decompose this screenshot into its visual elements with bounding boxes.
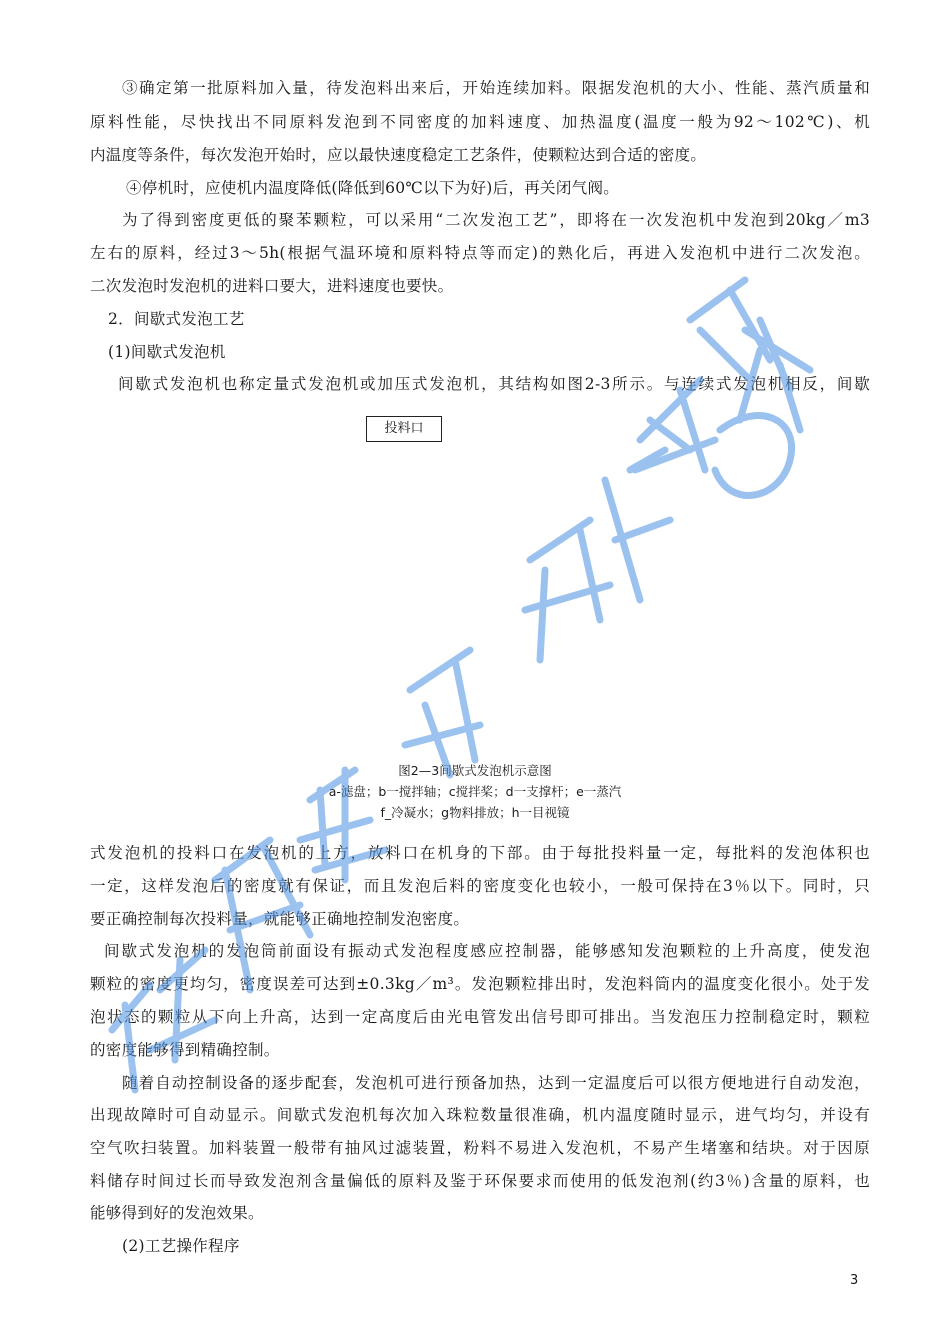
paragraph-5-line: 一定，这样发泡后的密度就有保证，而且发泡后料的密度变化也较小，一般可保持在3％以下。同时，只 bbox=[90, 877, 870, 895]
paragraph-5-line: 要正确控制每次投料量，就能够正确地控制发泡密度。 bbox=[90, 910, 470, 928]
figure-caption-legend: a-滤盘；b一搅拌轴；c搅拌桨；d一支撑杆；e一蒸汽 bbox=[328, 784, 622, 799]
paragraph-7-line: 空气吹扫装置。加料装置一般带有抽风过滤装置，粉料不易进入发泡机，不易产生堵塞和结块。对于因原 bbox=[90, 1139, 870, 1157]
subsection-heading: (1)间歇式发泡机 bbox=[108, 343, 226, 361]
subsection-heading: (2)工艺操作程序 bbox=[122, 1237, 240, 1255]
page-number: 3 bbox=[850, 1273, 859, 1288]
paragraph-3-line: 左右的原料，经过3～5h(根据气温环境和原料特点等而定)的熟化后，再进入发泡机中进行二次发泡。 bbox=[90, 244, 870, 262]
paragraph-2-line: ④停机时，应使机内温度降低(降低到60℃以下为好)后，再关闭气阀。 bbox=[126, 179, 620, 197]
paragraph-6-line: 间歇式发泡机的发泡筒前面设有振动式发泡程度感应控制器，能够感知发泡颗粒的上升高度，使发泡 bbox=[104, 942, 870, 960]
figure-caption-legend: f_冷凝水；g物料排放；h一目视镜 bbox=[380, 805, 570, 820]
paragraph-4-line: 间歇式发泡机也称定量式发泡机或加压式发泡机，其结构如图2-3所示。与连续式发泡机相反，间歇 bbox=[118, 375, 870, 393]
paragraph-6-line: 颗粒的密度更均匀，密度误差可达到±0.3kg／m³。发泡颗粒排出时，发泡料筒内的温度变化很小。处于发 bbox=[90, 975, 870, 993]
paragraph-1-line: 原料性能，尽快找出不同原料发泡到不同密度的加料速度、加热温度(温度一般为92～102℃)、机 bbox=[90, 113, 870, 131]
paragraph-3-line: 为了得到密度更低的聚苯颗粒，可以采用“二次发泡工艺”，即将在一次发泡机中发泡到20kg／m3 bbox=[122, 211, 870, 229]
figure-caption-title: 图2—3间歇式发泡机示意图 bbox=[398, 763, 552, 778]
paragraph-6-line: 泡状态的颗粒从下向上升高，达到一定高度后由光电管发出信号即可排出。当发泡压力控制稳定时，颗粒 bbox=[90, 1008, 870, 1026]
paragraph-6-line: 的密度能够得到精确控制。 bbox=[90, 1041, 280, 1059]
paragraph-7-line: 料储存时间过长而导致发泡剂含量偏低的原料及鉴于环保要求而使用的低发泡剂(约3％)含量的原料，也 bbox=[90, 1172, 870, 1190]
paragraph-7-line: 随着自动控制设备的逐步配套，发泡机可进行预备加热，达到一定温度后可以很方便地进行自动发泡， bbox=[122, 1074, 870, 1092]
paragraph-5-line: 式发泡机的投料口在发泡机的上方，放料口在机身的下部。由于每批投料量一定，每批料的发泡体积也 bbox=[90, 844, 870, 862]
paragraph-7-line: 能够得到好的发泡效果。 bbox=[90, 1204, 264, 1222]
figure-feed-inlet-box: 投料口 bbox=[366, 416, 442, 442]
paragraph-3-line: 二次发泡时发泡机的进料口要大，进料速度也要快。 bbox=[90, 277, 454, 295]
paragraph-1-line: 内温度等条件，每次发泡开始时，应以最快速度稳定工艺条件，使颗粒达到合适的密度。 bbox=[90, 146, 707, 164]
paragraph-7-line: 出现故障时可自动显示。间歇式发泡机每次加入珠粒数量很准确，机内温度随时显示，进气均匀，并设有 bbox=[90, 1106, 870, 1124]
paragraph-1-line: ③确定第一批原料加入量，待发泡料出来后，开始连续加料。限据发泡机的大小、性能、蒸汽质量和 bbox=[122, 79, 870, 97]
section-heading: 2．间歇式发泡工艺 bbox=[108, 310, 245, 328]
